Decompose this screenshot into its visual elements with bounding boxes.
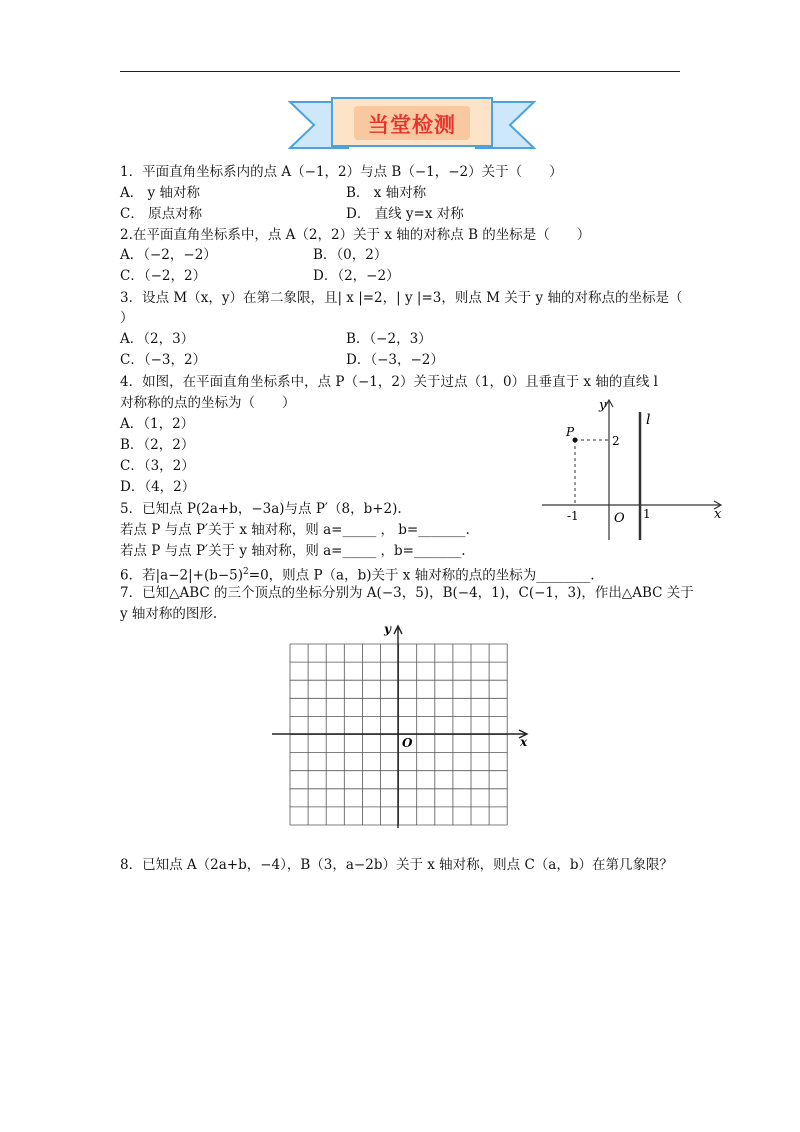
q8-stem: 8．已知点 A（2a+b，−4），B（3，a−2b）关于 x 轴对称，则点 C（a，b）在第几象限？ bbox=[120, 857, 673, 873]
tick-neg1: -1 bbox=[567, 509, 579, 523]
q7-stem-cont: y 轴对称的图形. bbox=[120, 606, 218, 622]
q2-stem: 2.在平面直角坐标系中，点 A（2，2）关于 x 轴的对称点 B 的坐标是（ ） bbox=[120, 227, 591, 243]
q6-exponent: 2 bbox=[243, 567, 249, 577]
q1-stem: 1．平面直角坐标系内的点 A（−1，2）与点 B（−1，−2）关于（ ） bbox=[120, 164, 563, 180]
p-label: P bbox=[566, 425, 575, 439]
q2-option-c: C．（−2，2） bbox=[120, 268, 207, 284]
q3-option-d: D．（−3，−2） bbox=[346, 352, 444, 368]
q5-line2: 若点 P 与点 P′关于 y 轴对称，则 a=_____ ，b=_______. bbox=[120, 543, 466, 559]
l-label: l bbox=[646, 412, 651, 428]
grid-origin-label: O bbox=[402, 736, 413, 750]
q3-stem-cont: ） bbox=[120, 310, 134, 326]
q2-option-b: B．（0，2） bbox=[313, 247, 388, 263]
q4-stem-cont: 对称称的点的坐标为（ ） bbox=[120, 395, 296, 411]
grid-y-label: y bbox=[384, 622, 391, 636]
q5-stem: 5．已知点 P(2a+b，−3a)与点 P′（8，b+2). bbox=[120, 501, 402, 517]
tick-2: 2 bbox=[612, 434, 620, 448]
q6-stem-post: =0，则点 P（a，b)关于 x 轴对称的点的坐标为________. bbox=[248, 567, 595, 584]
q7-stem: 7．已知△ABC 的三个顶点的坐标分别为 A(−3，5)，B(−4，1)，C(−1，3)，作出△ABC 关于 bbox=[120, 585, 694, 601]
q4-option-a: A．（1，2） bbox=[120, 416, 195, 432]
q4-option-b: B．（2，2） bbox=[120, 437, 195, 453]
q1-option-b: B． x 轴对称 bbox=[346, 185, 427, 201]
grid-plane bbox=[270, 622, 532, 828]
q1-option-a: A． y 轴对称 bbox=[120, 185, 200, 201]
origin-label: O bbox=[614, 511, 625, 526]
q1-option-c: C． 原点对称 bbox=[120, 206, 203, 222]
q3-stem: 3．设点 M（x，y）在第二象限，且| x |=2，| y |=3，则点 M 关于 y 轴的对称点的坐标是（ bbox=[120, 290, 683, 306]
coordinate-plane-figure bbox=[538, 392, 728, 542]
q4-figure bbox=[538, 392, 728, 542]
q4-stem: 4．如图，在平面直角坐标系中，点 P（−1，2）关于过点（1，0）且垂直于 x 轴的直线 l bbox=[120, 374, 658, 390]
y-label: y bbox=[599, 398, 607, 413]
top-rule bbox=[120, 71, 680, 72]
section-banner bbox=[288, 96, 536, 156]
q6-stem-pre: 6．若|a−2|+(b−5) bbox=[120, 567, 244, 584]
x-label: x bbox=[714, 507, 722, 522]
q3-option-b: B．（−2，3） bbox=[346, 331, 432, 347]
q3-option-c: C．（−3，2） bbox=[120, 352, 207, 368]
grid-x-label: x bbox=[520, 735, 528, 749]
q7-grid-figure bbox=[270, 622, 532, 828]
q2-option-a: A．（−2，−2） bbox=[120, 247, 217, 263]
q5-line1: 若点 P 与点 P′关于 x 轴对称，则 a=_____ ， b=_______. bbox=[120, 522, 470, 538]
q2-option-d: D．（2，−2） bbox=[313, 268, 400, 284]
q1-option-d: D． 直线 y=x 对称 bbox=[346, 206, 464, 222]
banner-title: 当堂检测 bbox=[368, 113, 456, 137]
q4-option-d: D．（4，2） bbox=[120, 479, 196, 495]
q3-option-a: A．（2，3） bbox=[120, 331, 195, 347]
q4-option-c: C．（3，2） bbox=[120, 458, 195, 474]
tick-1: 1 bbox=[643, 507, 651, 521]
q6-stem bbox=[120, 563, 595, 585]
